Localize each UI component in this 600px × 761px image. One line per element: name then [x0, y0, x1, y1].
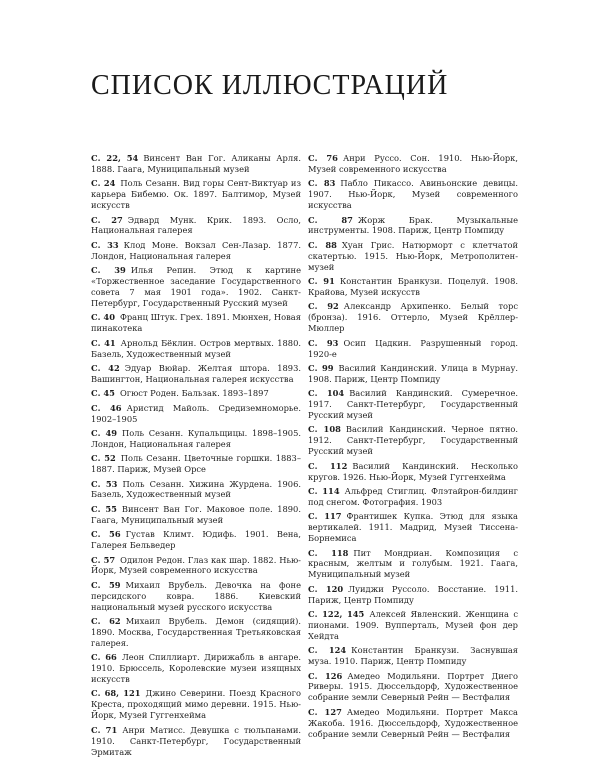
illustration-description: Леон Спиллиарт. Дирижабль в ангаре. 1910. Брюссель, Королевские музеи изящных искусств: [91, 652, 301, 685]
page-reference: С. 24: [91, 178, 116, 189]
illustration-description: Густав Климт. Юдифь. 1901. Вена, Галерея Бельведер: [91, 529, 301, 551]
page-reference: С. 22, 54: [91, 153, 139, 163]
illustration-entry: [308, 301, 518, 334]
page-reference: С. 41: [91, 337, 116, 348]
illustration-entry: [91, 403, 301, 425]
page-reference: С. 91: [308, 276, 335, 287]
illustration-description: Аристид Майоль. Средиземноморье. 1902–1905: [91, 402, 301, 424]
page-reference: С. 56: [91, 529, 121, 540]
illustration-description: Пабло Пикассо. Авиньонские девицы. 1907. Нью-Йорк, Музей современного искусства: [308, 178, 518, 211]
illustration-entry: [308, 153, 518, 175]
page-title: СПИСОК ИЛЛЮСТРАЦИЙ: [91, 70, 449, 101]
illustration-description: Поль Сезанн. Цветочные горшки. 1883–1887. Париж, Музей Орсе: [91, 453, 301, 475]
page-reference: С. 59: [91, 579, 121, 590]
page-reference: С. 122, 145: [308, 609, 365, 620]
page-reference: С. 42: [91, 362, 120, 373]
illustration-description: Франтишек Купка. Этюд для языка вертикалей. 1911. Мадрид, Музей Тиссена-Борнемиса: [308, 511, 518, 544]
page-reference: С. 66: [91, 652, 117, 663]
page-reference: С. 127: [308, 706, 342, 717]
illustration-description: Пит Мондриан. Композиция с красным, желтым и голубым. 1921. Гаага, Муниципальный музей: [308, 547, 518, 580]
illustration-description: Александр Архипенко. Белый торс (бронза). 1916. Оттерло, Музей Крёллер-Мюллер: [308, 301, 518, 334]
illustrations-list-right: [308, 153, 518, 743]
page-reference: С. 71: [91, 724, 118, 735]
illustration-description: Василий Кандинский. Улица в Мурнау. 1908. Париж, Центр Помпиду: [308, 362, 518, 384]
illustration-entry: [91, 388, 301, 399]
page-reference: С. 45: [91, 388, 115, 399]
illustration-description: Осип Цадкин. Разрушенный город. 1920-е: [308, 337, 518, 359]
illustration-entry: [91, 153, 301, 175]
page-reference: С. 104: [308, 388, 345, 399]
illustration-entry: [91, 580, 301, 613]
illustration-description: Михаил Врубель. Девочка на фоне персидского ковра. 1886. Киевский национальный музей русского искусства: [91, 579, 301, 612]
illustration-description: Винсент Ван Гог. Аликаны Арля. 1888. Гаага, Муниципальный музей: [91, 153, 301, 174]
illustration-entry: [308, 388, 518, 421]
illustration-description: Василий Кандинский. Сумеречное. 1917. Санкт-Петербург, Государственный Русский музей: [308, 388, 518, 421]
illustration-entry: [91, 265, 301, 309]
illustration-entry: [308, 645, 518, 667]
illustration-description: Константин Бранкузи. Поцелуй. 1908. Крайова, Музей искусств: [308, 276, 518, 297]
illustration-entry: [308, 178, 518, 211]
illustration-entry: [91, 428, 301, 450]
page-reference: С. 108: [308, 424, 341, 435]
page-reference: С. 57: [91, 554, 116, 565]
illustration-entry: [308, 424, 518, 457]
illustration-description: Луиджи Руссоло. Восстание. 1911. Париж, Центр Помпиду: [308, 583, 518, 605]
illustration-description: Клод Моне. Вокзал Сен-Лазар. 1877. Лондон, Национальная галерея: [91, 239, 301, 261]
page-reference: С. 68, 121: [91, 688, 141, 699]
page-reference: С. 46: [91, 402, 122, 413]
page-reference: С. 76: [308, 153, 338, 163]
page-reference: С. 40: [91, 312, 115, 323]
illustration-description: Поль Сезанн. Вид горы Сент-Виктуар из карьера Бибемю. Ок. 1897. Балтимор, Музей искусств: [91, 178, 301, 211]
illustration-description: Василий Кандинский. Несколько кругов. 1926. Нью-Йорк, Музей Гуггенхейма: [308, 460, 518, 482]
page-reference: С. 114: [308, 485, 340, 496]
illustration-entry: [91, 555, 301, 577]
illustration-description: Поль Сезанн. Хижина Журдена. 1906. Базель, Художественный музей: [91, 478, 301, 500]
illustration-entry: [308, 338, 518, 360]
page-reference: С. 39: [91, 265, 126, 276]
illustration-description: Огюст Роден. Бальзак. 1893–1897: [119, 388, 269, 399]
illustration-description: Хуан Грис. Натюрморт с клетчатой скатертью. 1915. Нью-Йорк, Метрополитен-музей: [308, 239, 518, 272]
illustration-entry: [308, 707, 518, 740]
page-reference: С. 126: [308, 670, 343, 681]
page-reference: С. 118: [308, 547, 349, 558]
page-reference: С. 124: [308, 645, 347, 656]
illustration-entry: [91, 178, 301, 211]
page-reference: С. 92: [308, 301, 339, 312]
page-reference: С. 120: [308, 583, 344, 594]
illustration-entry: [91, 652, 301, 685]
illustration-description: Анри Матисс. Девушка с тюльпанами. 1910. Санкт-Петербург, Государственный Эрмитаж: [91, 724, 301, 757]
illustration-description: Алексей Явленский. Женщина с пионами. 1909. Вупперталь, Музей фон дер Хейдта: [308, 609, 519, 641]
page-reference: С. 55: [91, 503, 117, 514]
illustration-description: Амедео Модильяни. Портрет Диего Риверы. 1915. Дюссельдорф, Художественное собрание земли Северный Рейн — Вестфалия: [308, 670, 518, 703]
illustration-description: Илья Репин. Этюд к картине «Торжественное заседание Государственного совета 7 мая 1901 года». 1902. Санкт-Петербург, Государственный Русский музей: [91, 265, 301, 308]
illustration-entry: [91, 338, 301, 360]
illustration-entry: [91, 312, 301, 334]
illustration-entry: [308, 609, 518, 642]
illustration-entry: [308, 486, 518, 508]
page-reference: С. 52: [91, 453, 116, 464]
illustration-entry: [91, 616, 301, 649]
page-reference: С. 93: [308, 337, 339, 348]
illustration-entry: [91, 363, 301, 385]
illustration-entry: [91, 240, 301, 262]
page-reference: С. 49: [91, 427, 118, 438]
illustrations-list-left: [91, 153, 301, 761]
illustration-description: Михаил Врубель. Демон (сидящий). 1890. Москва, Государственная Третьяковская галерея.: [91, 616, 301, 648]
page-reference: С. 53: [91, 478, 118, 489]
illustration-description: Анри Руссо. Сон. 1910. Нью-Йорк, Музей современного искусства: [308, 153, 518, 174]
illustration-entry: [91, 479, 301, 501]
illustration-entry: [308, 363, 518, 385]
illustration-description: Жорж Брак. Музыкальные инструменты. 1908. Париж, Центр Помпиду: [308, 214, 518, 236]
page-reference: С. 83: [308, 178, 336, 189]
illustration-entry: [91, 453, 301, 475]
illustration-description: Альфред Стиглиц. Флэтайрон-билдинг под снегом. Фотография. 1903: [308, 485, 518, 507]
page-reference: С. 27: [91, 214, 123, 225]
illustration-entry: [91, 504, 301, 526]
illustration-entry: [308, 276, 518, 298]
page-reference: С. 88: [308, 239, 337, 250]
illustration-entry: [308, 671, 518, 704]
page-reference: С. 99: [308, 362, 334, 373]
illustration-description: Арнольд Бёклин. Остров мертвых. 1880. Базель, Художественный музей: [91, 337, 301, 359]
illustration-entry: [308, 215, 518, 237]
illustration-entry: [308, 548, 518, 581]
illustration-description: Эдвард Мунк. Крик. 1893. Осло, Национальная галерея: [91, 214, 301, 236]
page-reference: С. 112: [308, 460, 348, 471]
illustration-entry: [91, 215, 301, 237]
illustration-entry: [91, 688, 301, 721]
illustration-description: Франц Штук. Грех. 1891. Мюнхен, Новая пинакотека: [91, 312, 301, 334]
illustration-description: Эдуар Вюйар. Желтая штора. 1893. Вашингтон, Национальная галерея искусства: [91, 362, 301, 384]
illustration-entry: [91, 529, 301, 551]
illustration-description: Винсент Ван Гог. Маковое поле. 1890. Гаага, Муниципальный музей: [91, 503, 301, 525]
illustration-description: Джино Северини. Поезд Красного Креста, проходящий мимо деревни. 1915. Нью-Йорк, Музей Гуггенхейма: [91, 688, 301, 721]
illustration-entry: [308, 240, 518, 273]
illustration-description: Амедео Модильяни. Портрет Макса Жакоба. 1916. Дюссельдорф, Художественное собрание земли Северный Рейн — Вестфалия: [308, 706, 519, 739]
illustration-entry: [308, 461, 518, 483]
illustration-entry: [308, 584, 518, 606]
illustration-entry: [308, 511, 518, 544]
illustration-description: Поль Сезанн. Купальщицы. 1898–1905. Лондон, Национальная галерея: [91, 427, 301, 449]
illustration-description: Константин Бранкузи. Заснувшая муза. 1910. Париж, Центр Помпиду: [308, 645, 519, 667]
page-reference: С. 87: [308, 214, 353, 225]
page-reference: С. 117: [308, 511, 342, 522]
illustration-description: Василий Кандинский. Черное пятно. 1912. Санкт-Петербург, Государственный Русский музей: [308, 424, 518, 457]
page-reference: С. 62: [91, 616, 121, 627]
page-reference: С. 33: [91, 239, 119, 250]
illustration-entry: [91, 725, 301, 758]
illustration-description: Одилон Редон. Глаз как шар. 1882. Нью-Йорк, Музей современного искусства: [91, 554, 301, 576]
